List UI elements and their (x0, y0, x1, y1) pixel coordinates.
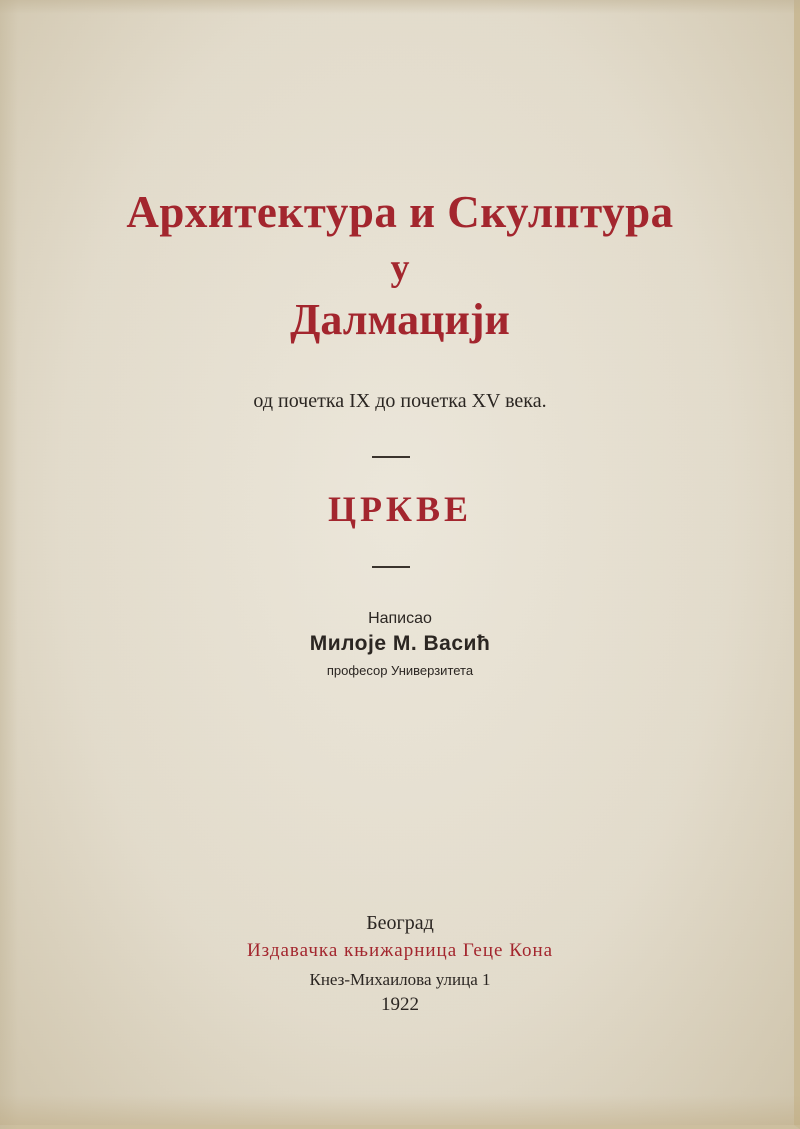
author-name: Милоје М. Васић (309, 632, 491, 655)
paper-edge-bottom (0, 1095, 800, 1125)
book-title-place: Далмацији (290, 295, 510, 344)
divider-rule (372, 566, 410, 568)
publisher-name: Издавачка књижарница Геце Кона (246, 940, 554, 961)
publisher-address: Кнез-Михаилова улица 1 (309, 970, 491, 989)
book-title-preposition: у (390, 247, 410, 289)
divider-rule (372, 456, 410, 458)
written-by-label: Написао (368, 610, 432, 627)
paper-edge-top (0, 0, 800, 14)
author-title: професор Универзитета (326, 663, 474, 678)
book-title: Архитектура и Скулптура (126, 187, 674, 237)
publication-year: 1922 (381, 994, 419, 1015)
section-heading: ЦРКВЕ (327, 489, 473, 529)
publication-city: Београд (366, 912, 434, 934)
book-subtitle: од почетка IX до почетка XV века. (253, 390, 547, 412)
